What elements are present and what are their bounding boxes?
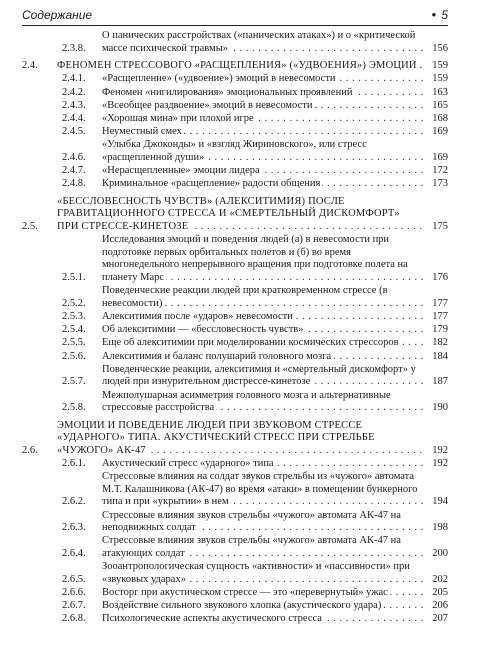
entry-page: 192 (424, 445, 448, 458)
entry-page: 168 (424, 113, 448, 126)
toc-subsection (22, 458, 448, 471)
entry-title: Алекситимия и баланс полушарий головного мозга (102, 350, 332, 362)
entry-title-wrap (102, 100, 424, 113)
entry-title: О панических расстройствах («панических атаках») и о «критической массе психической травмы» (102, 30, 416, 54)
entry-title-wrap (102, 561, 424, 586)
toc-subsection (22, 390, 448, 415)
entry-title-wrap (102, 364, 424, 389)
entry-title-wrap (102, 324, 424, 337)
entry-title: Криминальное «расщепление» радости общения (102, 178, 321, 190)
entry-title: Алекситимия после «ударов» невесомости (102, 311, 293, 322)
entry-title: «Расщепление» («удвоение») эмоций в невесомости (102, 73, 336, 85)
entry-title: Акустический стресс «ударного» типа (102, 458, 274, 470)
entry-title: Стрессовые влияния звуков стрельбы «чужого» автомата АК-47 на неподвижных солдат (102, 509, 401, 534)
entry-title: Восторг при акустическом стрессе — это «перевернутый» ужас (102, 587, 388, 598)
entry-page: 207 (424, 613, 448, 626)
entry-page: 169 (424, 152, 448, 165)
entry-number: 2.5.6. (62, 350, 86, 362)
toc-subsection (22, 285, 448, 310)
entry-title: Стрессовые влияния на солдат звуков стрельбы из «чужого» автомата М.Т. Калашникова (АК-47) во время «атаки» в помещении бункерного типа и при «укрытии» в нем (102, 471, 418, 508)
entry-title-wrap (102, 285, 424, 310)
entry-title-wrap (102, 178, 424, 191)
entry-number: 2.5.5. (62, 337, 86, 349)
entry-title-wrap (102, 600, 424, 613)
entry-title-wrap (102, 390, 424, 415)
entry-title: Поведенческие реакции, алекситимия и «смертельный дискомфорт» у людей при изнурительном дистрессе-кинетозе (102, 363, 416, 388)
entry-title-wrap (102, 126, 424, 139)
entry-page: 202 (424, 574, 448, 587)
toc-section (22, 196, 448, 234)
entry-number: 2.5.1. (62, 272, 86, 284)
entry-title-wrap (102, 113, 424, 126)
toc-subsection (22, 337, 448, 350)
running-header (22, 6, 448, 28)
entry-page: 172 (424, 165, 448, 178)
entry-title-wrap (57, 196, 424, 234)
entry-number: 2.6.2. (62, 496, 86, 508)
entry-page: 206 (424, 600, 448, 613)
entry-number: 2.4.5. (62, 126, 86, 138)
entry-page: 175 (424, 221, 448, 234)
entry-title: ФЕНОМЕН СТРЕССОВОГО «РАСЩЕПЛЕНИЯ» («УДВОЕНИЯ») ЭМОЦИЙ (57, 60, 417, 72)
entry-title: ЭМОЦИИ И ПОВЕДЕНИЕ ЛЮДЕЙ ПРИ ЗВУКОВОМ СТРЕССЕ «УДАРНОГО» ТИПА. АКУСТИЧЕСКИЙ СТРЕСС ПРИ СТРЕЛЬБЕ «ЧУЖОГО» АК-47 (57, 419, 375, 456)
entry-number: 2.4.3. (62, 99, 86, 111)
toc-subsection (22, 364, 448, 389)
entry-title-wrap (102, 139, 424, 164)
entry-page: 194 (424, 496, 448, 509)
entry-number: 2.5.7. (62, 376, 86, 388)
entry-title-wrap (102, 587, 424, 600)
entry-title: «Всеобщее раздвоение» эмоций в невесомости (102, 99, 313, 111)
entry-page: 184 (424, 351, 448, 364)
toc-subsection (22, 139, 448, 164)
toc-subsection (22, 178, 448, 191)
entry-title-wrap (102, 73, 424, 86)
entry-number: 2.4.8. (62, 178, 86, 190)
entry-page: 176 (424, 272, 448, 285)
toc-subsection (22, 600, 448, 613)
entry-title-wrap (102, 535, 424, 560)
entry-number: 2.6.7. (62, 600, 86, 612)
entry-page: 163 (424, 87, 448, 100)
entry-title-wrap (102, 311, 424, 324)
toc-subsection (22, 30, 448, 55)
entry-title: Еще об алекситимии при моделировании космических стрессоров (102, 337, 399, 349)
entry-title: Зооантропологическая сущность «активности» и «пассивности» при «звуковых ударах» (102, 561, 410, 585)
toc-subsection (22, 587, 448, 600)
entry-number: 2.6.1. (62, 458, 86, 470)
entry-number: 2.6.3. (62, 522, 86, 534)
entry-title-wrap (102, 458, 424, 471)
entry-title-wrap (102, 471, 424, 509)
entry-page: 190 (424, 402, 448, 415)
entry-title-wrap (102, 234, 424, 284)
toc-subsection (22, 351, 448, 364)
entry-number: 2.4. (22, 60, 38, 72)
toc-subsection (22, 165, 448, 178)
entry-title: «Нерасщепленные» эмоции лидера (102, 165, 260, 177)
entry-title: «Улыбка Джоконды» и «взгляд Жириновского», или стресс «расщепленной души» (102, 139, 367, 163)
toc-subsection (22, 311, 448, 324)
toc-subsection (22, 471, 448, 509)
entry-number: 2.6.6. (62, 587, 86, 598)
entry-number: 2.5.8. (62, 402, 86, 414)
toc-subsection (22, 126, 448, 139)
entry-title: Исследования эмоций и поведения людей (а) в невесомости при подготовке первых орбитальных полетов и (б) во время многонедельного непрерывного вращения при подготовке полета на планету Марс (102, 234, 408, 284)
entry-title-wrap (57, 420, 424, 458)
toc-subsection (22, 73, 448, 86)
entry-number: 2.4.7. (62, 165, 86, 177)
entry-title-wrap (57, 60, 424, 73)
toc-section (22, 60, 448, 73)
toc-subsection (22, 613, 448, 626)
toc-subsection (22, 324, 448, 337)
entry-page: 187 (424, 376, 448, 389)
entry-number: 2.6.5. (62, 573, 86, 585)
entry-number: 2.5.4. (62, 324, 86, 336)
entry-page: 198 (424, 522, 448, 535)
entry-title: Поведенческие реакции людей при кратковременном стрессе (в невесомости) (102, 285, 388, 309)
toc-subsection (22, 100, 448, 113)
entry-number: 2.6.8. (62, 613, 86, 625)
entry-title: Воздействие сильного звукового хлопка (акустического удара) (102, 600, 382, 612)
header-title: Содержание (22, 8, 93, 22)
entry-title: «БЕССЛОВЕСНОСТЬ ЧУВСТВ» (АЛЕКСИТИМИЯ) ПОСЛЕ ГРАВИТАЦИОННОГО СТРЕССА И «СМЕРТЕЛЬНЫЙ ДИСКОМФОРТ» ПРИ СТРЕССЕ-КИНЕТОЗЕ (57, 195, 400, 233)
entry-number: 2.5.2. (62, 297, 86, 309)
entry-page: 173 (424, 178, 448, 191)
entry-page: 169 (424, 126, 448, 139)
entry-number: 2.4.4. (62, 112, 86, 124)
entry-title-wrap (102, 351, 424, 364)
entry-number: 2.5.3. (62, 311, 86, 322)
entry-page: 179 (424, 324, 448, 337)
toc-section (22, 420, 448, 458)
entry-page: 159 (424, 73, 448, 86)
entry-title: Неуместный смех (102, 126, 182, 138)
entry-title-wrap (102, 613, 424, 626)
entry-title: Об алекситимии — «бессловесность чувств» (102, 324, 304, 336)
entry-number: 2.4.1. (62, 73, 86, 85)
entry-number: 2.3.8. (62, 42, 86, 54)
toc-subsection (22, 510, 448, 535)
toc-subsection (22, 561, 448, 586)
page-number: ● 5 (431, 8, 448, 22)
toc-subsection (22, 113, 448, 126)
toc-subsection (22, 535, 448, 560)
entry-title: Межполушарная асимметрия головного мозга и альтернативные стрессовые расстройства (102, 389, 391, 414)
entry-page: 177 (424, 311, 448, 324)
toc-subsection (22, 87, 448, 100)
entry-number: 2.4.6. (62, 151, 86, 163)
entry-page: 200 (424, 548, 448, 561)
entry-page: 205 (424, 587, 448, 600)
entry-page: 192 (424, 458, 448, 471)
toc-subsection (22, 234, 448, 284)
entry-title-wrap (102, 87, 424, 100)
entry-title: Феномен «нигилирования» эмоциональных проявлений (102, 86, 353, 98)
entry-page: 165 (424, 100, 448, 113)
entry-title: Психологические аспекты акустического стресса (102, 613, 322, 625)
entry-page: 159 (424, 60, 448, 73)
entry-page: 182 (424, 337, 448, 350)
entry-title-wrap (102, 30, 424, 55)
header-rule (22, 25, 448, 26)
entry-number: 2.5. (22, 221, 38, 233)
table-of-contents (22, 30, 448, 627)
entry-title: Стрессовые влияния звуков стрельбы «чужого» автомата АК-47 на атакующих солдат (102, 535, 401, 560)
entry-number: 2.4.2. (62, 86, 86, 98)
entry-title-wrap (102, 337, 424, 350)
entry-title-wrap (102, 165, 424, 178)
entry-title: «Хорошая мина» при плохой игре (102, 112, 254, 124)
entry-number: 2.6. (22, 444, 38, 456)
entry-page: 156 (424, 43, 448, 56)
entry-number: 2.6.4. (62, 548, 86, 560)
entry-page: 177 (424, 298, 448, 311)
entry-title-wrap (102, 510, 424, 535)
